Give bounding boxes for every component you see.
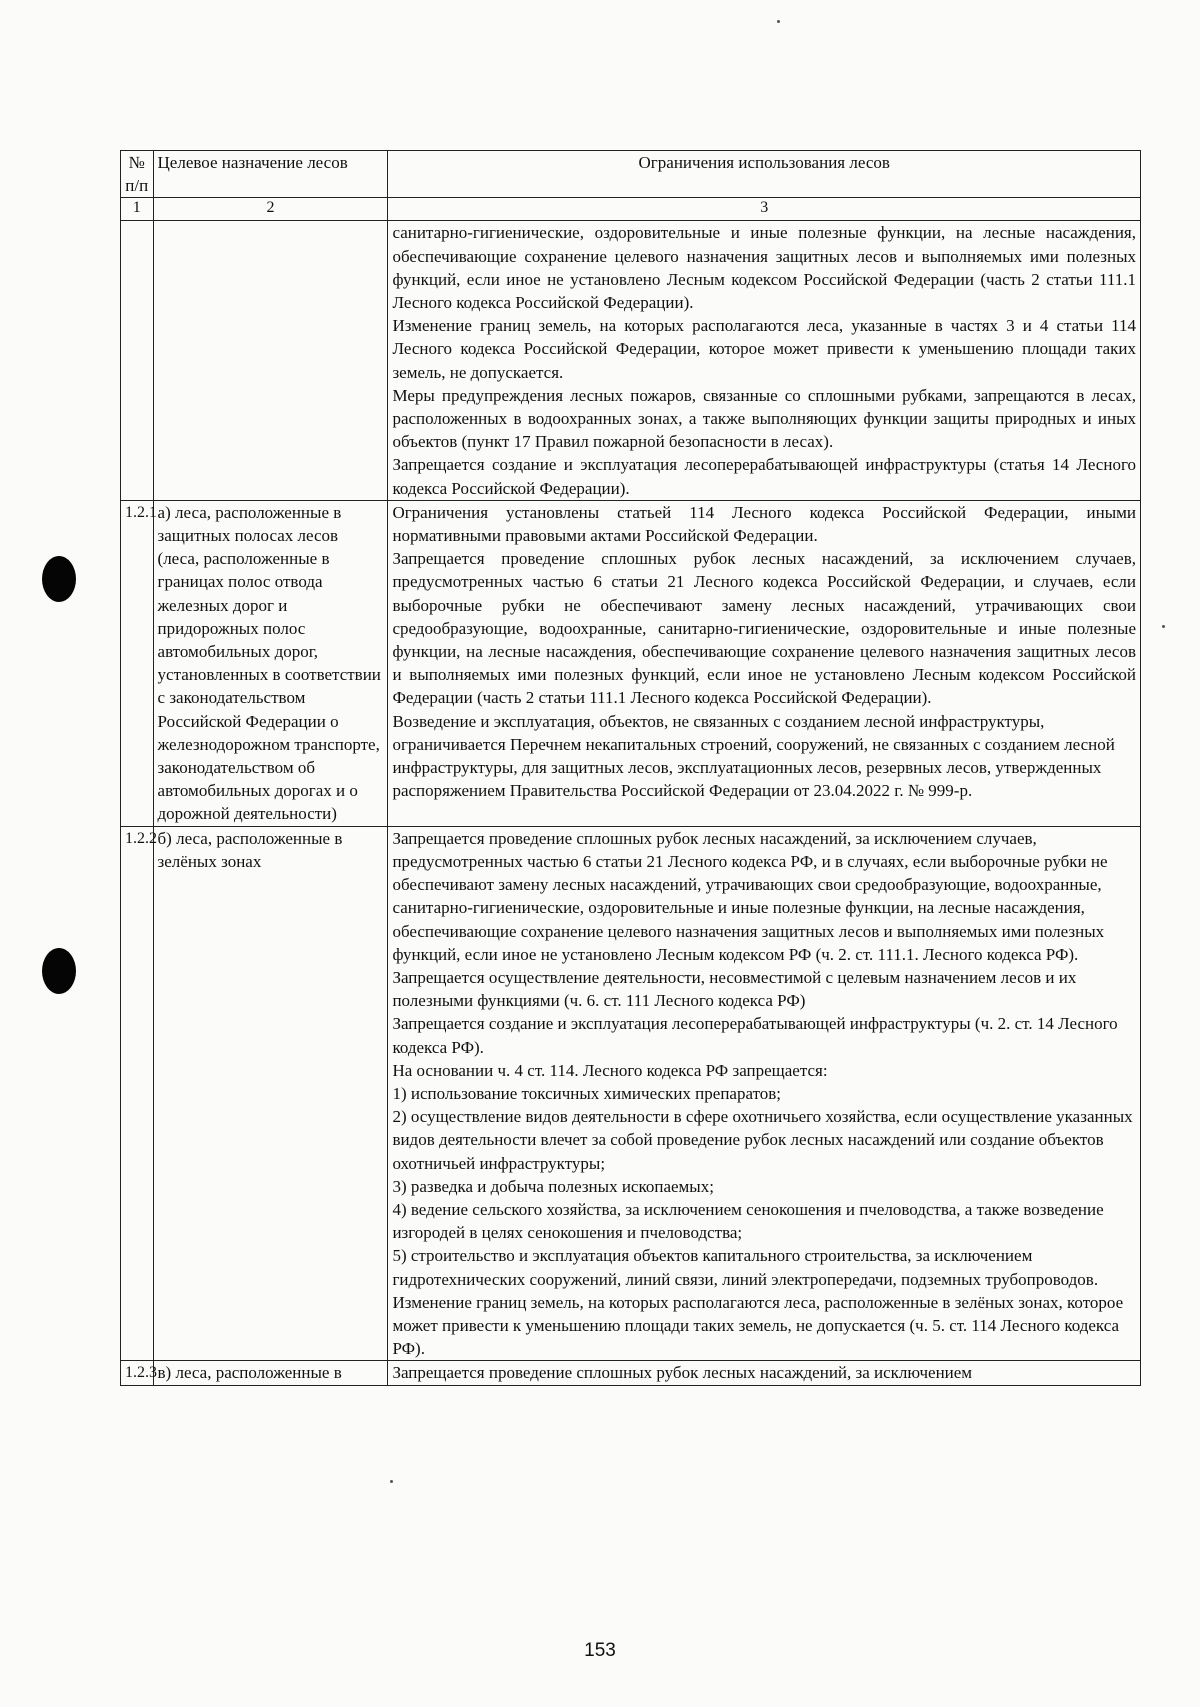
header-purpose: Целевое назначение лесов [153,151,388,198]
row-purpose: в) леса, расположенные в [153,1361,388,1385]
punch-hole-mark [42,948,76,994]
punch-hole-mark [42,556,76,602]
row-purpose: а) леса, расположенные в защитных полосах лесов (леса, расположенные в границах полос отвода железных дорог и придорожных полос автомобильных дорог, установленных в соответствии с законодательством Российской Федерации о железнодорожном транспорте, законодательством об автомобильных дорогах и о дорожной деятельности) [153,500,388,826]
restriction-list-item: 2) осуществление видов деятельности в сфере охотничьего хозяйства, если осуществление указанных видов деятельности влечет за собой проведение рубок лесных насаждений или создание объектов охотничьей инфраструктуры; [392,1107,1133,1173]
restriction-paragraph: Ограничения установлены статьей 114 Лесного кодекса Российской Федерации, иными нормативными правовыми актами Российской Федерации. [392,502,1136,546]
row-number-cell [121,221,154,500]
row-restrictions-cell [388,826,1141,1361]
row-purpose: б) леса, расположенные в зелёных зонах [153,826,388,1361]
restriction-list-item: 3) разведка и добыча полезных ископаемых; [392,1176,714,1196]
restriction-paragraph: Меры предупреждения лесных пожаров, связанные со сплошными рубками, запрещаются в лесах, расположенных в водоохранных зонах, а также выполняющих функции защиты природных и иных объектов (пункт 17 Правил пожарной безопасности в лесах). [392,385,1136,452]
restriction-paragraph: На основании ч. 4 ст. 114. Лесного кодекса РФ запрещается: [392,1060,828,1080]
restriction-paragraph: Запрещается создание и эксплуатация лесоперерабатывающей инфраструктуры (ч. 2. ст. 14 Лесного кодекса РФ). [392,1014,1118,1057]
page-number: 153 [584,1640,616,1661]
restriction-paragraph: Запрещается осуществление деятельности, несовместимой с целевым назначением лесов и их полезными функциями (ч. 6. ст. 111 Лесного кодекса РФ) [392,967,1077,1011]
restriction-paragraph: Запрещается проведение сплошных рубок лесных насаждений, за исключением случаев, предусмотренных частью 6 статьи 21 Лесного кодекса Российской Федерации, и случаев, если выборочные рубки не обеспечивают замену лесных насаждений, утрачивающих свои средообразующие, водоохранные, санитарно-гигиенические, оздоровительные и иные полезные функции, на лесные насаждения, обеспечивающие сохранение целевого назначения защитных лесов и выполняемых ими полезных функций, если иное не установлено Лесным кодексом Российской Федерации (часть 2 статьи 111.1 Лесного кодекса Российской Федерации). [392,549,1136,708]
header-number: № п/п [121,151,154,198]
restriction-paragraph: санитарно-гигиенические, оздоровительные и иные полезные функции, на лесные насаждения, обеспечивающие сохранение целевого назначения защитных лесов и выполняемых ими полезных функций, если иное не установлено Лесным кодексом Российской Федерации (часть 2 статьи 111.1 Лесного кодекса Российской Федерации). [392,223,1136,313]
restriction-paragraph: Запрещается проведение сплошных рубок лесных насаждений, за исключением случаев, предусмотренных частью 6 статьи 21 Лесного кодекса РФ, и в случаях, если выборочные рубки не обеспечивают замену лесных насаждений, утрачивающих свои средообразующие, водоохранные, санитарно-гигиенические, оздоровительные и иные полезные функции, на лесные насаждения, обеспечивающие сохранение целевого назначения защитных лесов и выполняемых ими полезных функций, если иное не установлено Лесным кодексом РФ (ч. 2. ст. 111.1. Лесного кодекса РФ). [392,828,1108,964]
restriction-list-item: 5) строительство и эксплуатация объектов капитального строительства, за исключением гидротехнических сооружений, линий связи, линий электропередачи, подземных трубопроводов. [392,1246,1099,1289]
scan-speck [1162,625,1165,628]
row-purpose-cell [153,221,388,500]
restriction-list-item: 1) использование токсичных химических препаратов; [392,1083,782,1103]
table-header-row [121,151,1141,198]
row-number: 1.2.1 [121,500,154,826]
scan-speck [777,20,780,23]
scan-speck [390,1480,393,1483]
restriction-paragraph: Изменение границ земель, на которых располагаются леса, расположенные в зелёных зонах, которое может привести к уменьшению площади таких земель, не допускается (ч. 5. ст. 114 Лесного кодекса РФ). [392,1292,1124,1359]
header-restrictions: Ограничения использования лесов [388,151,1141,198]
row-restrictions-cell [388,221,1141,500]
restriction-paragraph: Запрещается проведение сплошных рубок лесных насаждений, за исключением [392,1363,973,1383]
column-number: 1 [121,198,154,221]
row-number: 1.2.3 [121,1361,154,1385]
restriction-paragraph: Возведение и эксплуатация, объектов, не связанных с созданием лесной инфраструктуры, ограничивается Перечнем некапитальных строений, сооружений, не связанных с созданием лесной инфраструктуры, для защитных лесов, эксплуатационных лесов, резервных лесов, утвержденных распоряжением Правительства Российской Федерации от 23.04.2022 г. № 999-р. [392,711,1115,801]
table-row [121,826,1141,1361]
restriction-paragraph: Запрещается создание и эксплуатация лесоперерабатывающей инфраструктуры (статья 14 Лесного кодекса Российской Федерации). [392,455,1136,498]
table-row [121,500,1141,826]
row-restrictions-cell [388,1361,1141,1385]
column-number-row [121,198,1141,221]
table-row [121,1361,1141,1385]
column-number: 3 [388,198,1141,221]
restriction-paragraph: Изменение границ земель, на которых располагаются леса, указанные в частях 3 и 4 статьи 114 Лесного кодекса Российской Федерации, которое может привести к уменьшению площади таких земель, не допускается. [392,316,1136,382]
restrictions-table [120,150,1141,1386]
restriction-list-item: 4) ведение сельского хозяйства, за исключением сенокошения и пчеловодства, а также возведение изгородей в целях сенокошения и пчеловодства; [392,1199,1104,1243]
table-row-continuation [121,221,1141,500]
row-number: 1.2.2 [121,826,154,1361]
row-restrictions-cell [388,500,1141,826]
column-number: 2 [153,198,388,221]
